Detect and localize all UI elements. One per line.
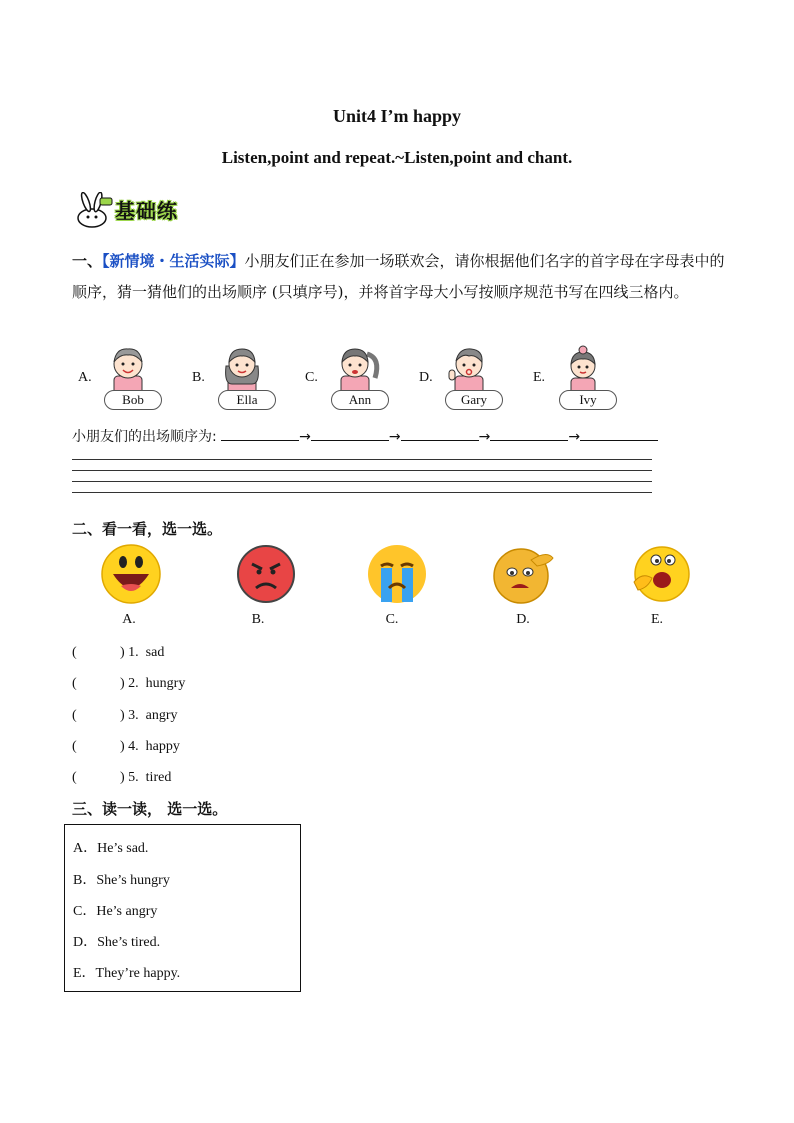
grid-line bbox=[72, 492, 652, 493]
hungry-face-icon bbox=[628, 542, 692, 606]
laughing-face-icon bbox=[99, 542, 163, 606]
answer-item-5[interactable] bbox=[72, 770, 171, 786]
kid-letter: A. bbox=[78, 370, 92, 385]
order-blank-2[interactable] bbox=[311, 426, 389, 441]
arrow: → bbox=[388, 429, 401, 445]
answer-item-3[interactable] bbox=[72, 708, 178, 724]
item-number: ) 2. bbox=[120, 676, 139, 691]
question-3-heading: 三、读一读， 选一选。 bbox=[72, 800, 228, 818]
answer-blank[interactable]: ( bbox=[72, 708, 77, 723]
tired-face-icon bbox=[491, 542, 555, 606]
item-number: ) 1. bbox=[120, 645, 139, 660]
page-title: Unit4 I’m happy bbox=[332, 106, 462, 126]
kid-c bbox=[305, 344, 415, 414]
boy-icon bbox=[439, 344, 499, 394]
option-a: A．He’s sad. bbox=[73, 841, 149, 856]
girl-icon bbox=[212, 344, 272, 394]
kid-b bbox=[192, 344, 302, 414]
grid-line bbox=[72, 481, 652, 482]
answer-blank[interactable]: ( bbox=[72, 676, 77, 691]
angry-face-icon bbox=[234, 542, 298, 606]
boy-icon bbox=[98, 344, 158, 394]
answer-item-2[interactable] bbox=[72, 676, 185, 692]
rabbit-icon bbox=[70, 192, 114, 228]
face-label: B. bbox=[251, 612, 265, 627]
kid-name: Bob bbox=[104, 390, 162, 410]
kid-a bbox=[78, 344, 188, 414]
order-blank-3[interactable] bbox=[401, 426, 479, 441]
page-subtitle: Listen,point and repeat.~Listen,point and chant. bbox=[221, 148, 573, 167]
grid-line bbox=[72, 459, 652, 460]
order-blank-4[interactable] bbox=[490, 426, 568, 441]
kid-name: Gary bbox=[445, 390, 503, 410]
option-d: D．She’s tired. bbox=[73, 935, 161, 950]
option-e: E．They’re happy. bbox=[73, 966, 181, 981]
question-2-heading: 二、看一看，选一选。 bbox=[72, 520, 223, 538]
face-label: A. bbox=[122, 612, 136, 627]
item-number: ) 5. bbox=[120, 770, 139, 785]
kid-letter: E. bbox=[533, 370, 546, 385]
options-box bbox=[64, 824, 301, 992]
arrow: → bbox=[299, 429, 311, 445]
kid-letter: B. bbox=[192, 370, 205, 385]
kid-name: Ivy bbox=[559, 390, 617, 410]
answer-blank[interactable]: ( bbox=[72, 739, 77, 754]
badge-label: 基础练 bbox=[115, 199, 178, 223]
order-blank-5[interactable] bbox=[580, 426, 658, 441]
arrow: → bbox=[478, 429, 491, 445]
kid-name: Ella bbox=[218, 390, 276, 410]
question-1-tag: 【新情境・生活实际】 bbox=[102, 252, 245, 270]
order-answer-line bbox=[72, 426, 658, 446]
item-word: hungry bbox=[145, 676, 186, 691]
face-label: C. bbox=[385, 612, 399, 627]
option-c: C．He’s angry bbox=[73, 904, 158, 919]
girl-icon bbox=[325, 344, 385, 394]
order-blank-1[interactable] bbox=[221, 426, 299, 441]
grid-line bbox=[72, 470, 652, 471]
kids-row bbox=[0, 344, 794, 414]
face-label: E. bbox=[650, 612, 664, 627]
option-b: B．She’s hungry bbox=[73, 873, 170, 888]
face-label: D. bbox=[516, 612, 530, 627]
kid-letter: D. bbox=[419, 370, 433, 385]
order-label: 小朋友们的出场顺序为: bbox=[72, 429, 217, 445]
crying-face-icon bbox=[365, 542, 429, 606]
item-word: happy bbox=[145, 739, 180, 754]
item-number: ) 4. bbox=[120, 739, 139, 754]
question-1-text bbox=[72, 246, 732, 308]
answer-blank[interactable]: ( bbox=[72, 770, 77, 785]
item-number: ) 3. bbox=[120, 708, 139, 723]
kid-letter: C. bbox=[305, 370, 318, 385]
item-word: angry bbox=[145, 708, 178, 723]
item-word: tired bbox=[145, 770, 172, 785]
arrow: → bbox=[568, 429, 581, 445]
kid-d bbox=[419, 344, 529, 414]
question-1-number: 一、 bbox=[72, 252, 103, 270]
answer-item-1[interactable] bbox=[72, 645, 164, 661]
question-1-instruction: 小朋友们正在参加一场联欢会，请你根据他们名字的首字母在字母表中的顺序，猜一猜他们的出场顺序 (只填序号)，并将首字母大小写按顺序规范书写在四线三格内。 bbox=[72, 252, 725, 301]
four-line-grid[interactable] bbox=[72, 459, 652, 503]
answer-blank[interactable]: ( bbox=[72, 645, 77, 660]
section-badge bbox=[70, 192, 195, 228]
girl-icon bbox=[553, 344, 613, 394]
kid-name: Ann bbox=[331, 390, 389, 410]
answer-item-4[interactable] bbox=[72, 739, 180, 755]
kid-e bbox=[533, 344, 643, 414]
item-word: sad bbox=[145, 645, 165, 660]
